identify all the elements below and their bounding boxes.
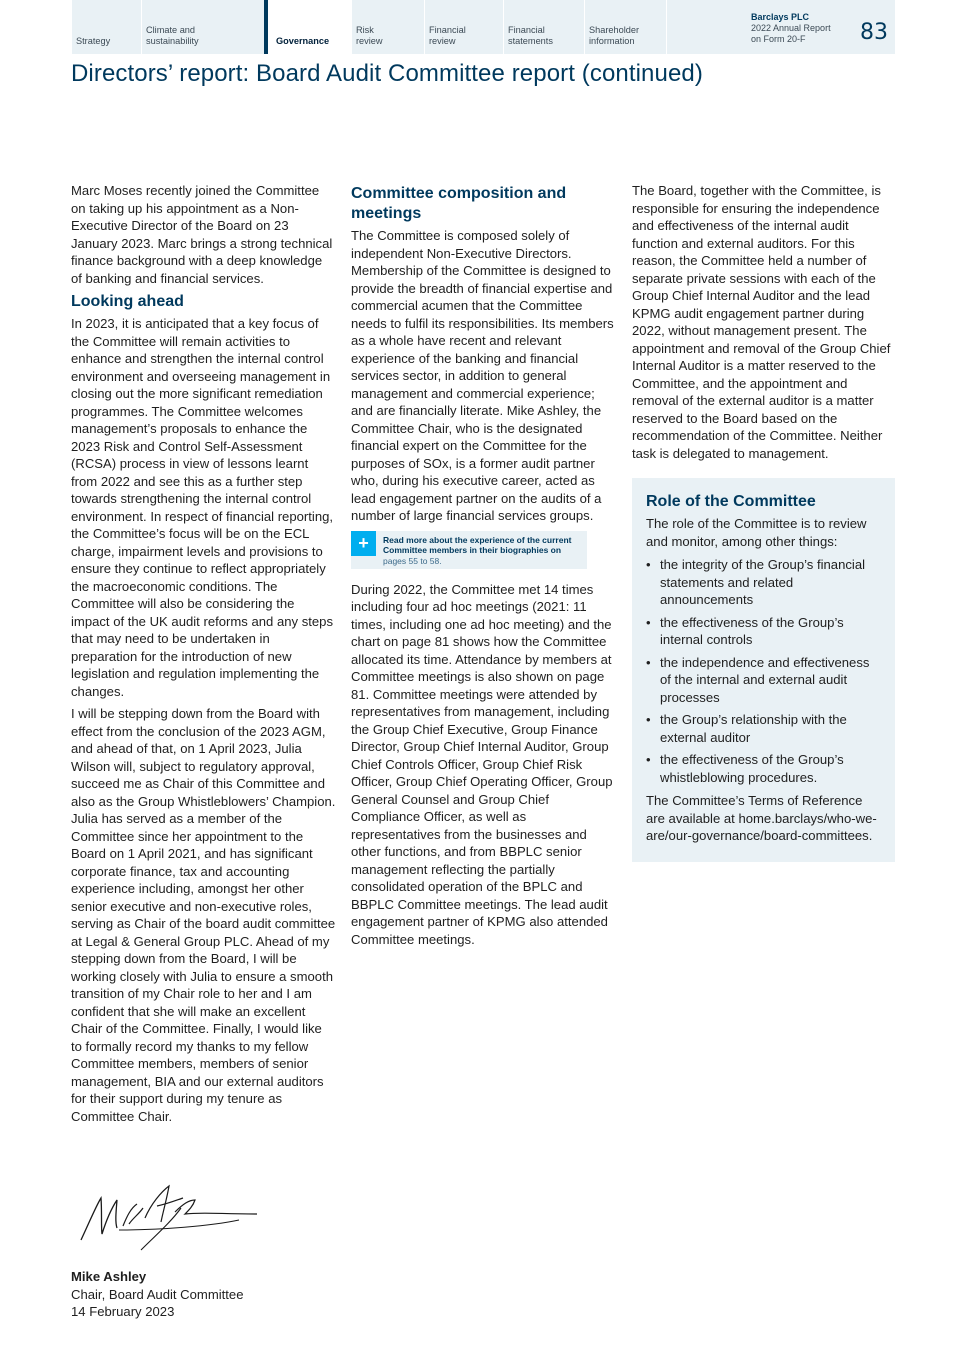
tab-strategy[interactable]: Strategy — [71, 0, 141, 54]
composition-heading: Committee composition and meetings — [351, 185, 567, 222]
page-number: 83 — [860, 20, 888, 45]
report-line-2: on Form 20-F — [751, 34, 806, 44]
role-outro: The Committee’s Terms of Reference are available at home.barclays/who-we-are/our-governance/board-committees. — [646, 793, 877, 843]
list-item: • the integrity of the Group’s financial statements and related announcements — [646, 556, 881, 609]
report-line-1: 2022 Annual Report — [751, 23, 831, 33]
signoff-date: 14 February 2023 — [71, 1304, 175, 1319]
column-1 — [71, 182, 336, 1130]
list-item: • the Group’s relationship with the external auditor — [646, 711, 881, 746]
tab-risk-review[interactable]: Risk review — [351, 0, 424, 54]
tab-financial-review[interactable]: Financial review — [424, 0, 503, 54]
role-heading: Role of the Committee — [646, 493, 816, 510]
report-info — [751, 12, 831, 45]
signature — [71, 1178, 261, 1256]
signoff — [71, 1268, 243, 1321]
independence-paragraph: The Board, together with the Committee, is responsible for ensuring the independence and effectiveness of the internal audit function and external auditors. For this reason, the Committee held a number of separate private sessions with each of the Group Chief Internal Auditor and the lead KPMG audit engagement partner during 2022, without management present. The appointment and removal of the Group Chief Internal Auditor is a matter reserved to the Committee, and the appointment and removal of the external auditor is a matter reserved to the Board based on the recommendation of the Committee. Neither task is delegated to management. — [632, 183, 891, 461]
list-item: • the effectiveness of the Group’s whistleblowing procedures. — [646, 751, 881, 786]
looking-ahead-heading: Looking ahead — [71, 293, 184, 310]
composition-paragraph: The Committee is composed solely of independent Non-Executive Directors. Membership of the Committee is designed to provide the breadth of financial expertise and commercial acumen that the Committee needs to fulfil its responsibilities. Its members as a whole have recent and relevant experience of the banking and financial services sector, in addition to general management and commercial experience; and are financially literate. Mike Ashley, the Committee Chair, who is the designated financial expert on the Committee for the purposes of SOx, is a former audit partner who, during his executive career, acted as lead engagement partner on the audits of a number of large financial services groups. — [351, 228, 614, 523]
plus-icon: + — [351, 531, 376, 556]
tab-climate-and-sustainability[interactable]: Climate and sustainability — [141, 0, 264, 54]
list-item: • the effectiveness of the Group’s internal controls — [646, 614, 881, 649]
tab-financial-statements[interactable]: Financial statements — [503, 0, 584, 54]
column-2 — [351, 182, 617, 953]
looking-ahead-paragraph-2: I will be stepping down from the Board with effect from the conclusion of the 2023 AGM, and ahead of that, on 1 April 2023, Julia Wilson will, subject to regulatory approval, succeed me as Chair of this Committee and also as the Group Whistleblowers’ Champion. Julia has served as a member of the Committee since her appointment to the Board on 1 April 2021, and has significant corporate finance, tax and accounting experience including, amongst her other senior executive and non-executive roles, serving as Chair of the board audit committee at Legal & General Group PLC. Ahead of my stepping down from the Board, I will be working closely with Julia to ensure a smooth transition of my Chair role to her and I am confident that she will make an excellent Chair of the Committee. Finally, I would like to formally record my thanks to my fellow Committee members, members of senior management, BIA and our external auditors for their support during my tenure as Committee Chair. — [71, 706, 336, 1124]
page-title: Directors’ report: Board Audit Committee report (continued) — [71, 60, 703, 87]
column-3 — [632, 182, 895, 862]
intro-paragraph: Marc Moses recently joined the Committee on taking up his appointment as a Non-Executive Director of the Board on 23 January 2023. Marc brings a strong technical finance background with a deep knowledge of banking and financial services. — [71, 183, 333, 286]
read-more-callout[interactable] — [351, 531, 587, 569]
role-of-committee-box — [632, 478, 895, 862]
meetings-paragraph: During 2022, the Committee met 14 times including four ad hoc meetings (2021: 11 times, including one ad hoc meeting) and the chart on page 81 shows how the Committee allocated its time. Attendance by members at Committee meetings is also shown on page 81. Committee meetings were attended by representatives from management, including the Group Chief Executive, Group Finance Director, Group Chief Internal Auditor, Group Chief Controls Officer, Group Chief Risk Officer, Group Chief Operating Officer, Group General Counsel and Group Chief Compliance Officer, as well as representatives from the businesses and other functions, and from BBPLC senior management reflecting the partially consolidated operation of the BPLC and BBPLC Committee meetings. The lead audit engagement partner of KPMG also attended Committee meetings. — [351, 581, 613, 947]
tab-governance[interactable]: Governance — [264, 0, 351, 54]
role-intro: The role of the Committee is to review and monitor, among other things: — [646, 516, 867, 549]
read-more-text: Read more about the experience of the current Committee members in their biographies on — [383, 534, 572, 555]
read-more-pages-link[interactable]: pages 55 to 58. — [383, 555, 442, 566]
signoff-role: Chair, Board Audit Committee — [71, 1286, 244, 1302]
company-name: Barclays PLC — [751, 12, 810, 22]
looking-ahead-paragraph-1: In 2023, it is anticipated that a key focus of the Committee will remain activities to enhance and strengthen the internal control environment and overseeing management in closing out the more significant remediation programmes. The Committee welcomes management’s proposals to enhance the 2023 Risk and Control Self-Assessment (RCSA) process in view of lessons learnt from 2022 and see this as a further step towards strengthening the internal control environment. In respect of financial reporting, the Committee’s focus will be on the ECL charge, impairment levels and provisions to ensure they continue to reflect appropriately the macroeconomic conditions. The Committee will also be considering the impact of the UK audit reforms and any steps that may need to be undertaken in preparation for the introduction of new legislation and regulation implementing the changes. — [71, 316, 334, 699]
tab-shareholder-information[interactable]: Shareholder information — [584, 0, 666, 54]
list-item: • the independence and effectiveness of the internal and external audit processes — [646, 654, 881, 707]
signoff-name: Mike Ashley — [71, 1269, 147, 1284]
role-list — [646, 556, 881, 786]
